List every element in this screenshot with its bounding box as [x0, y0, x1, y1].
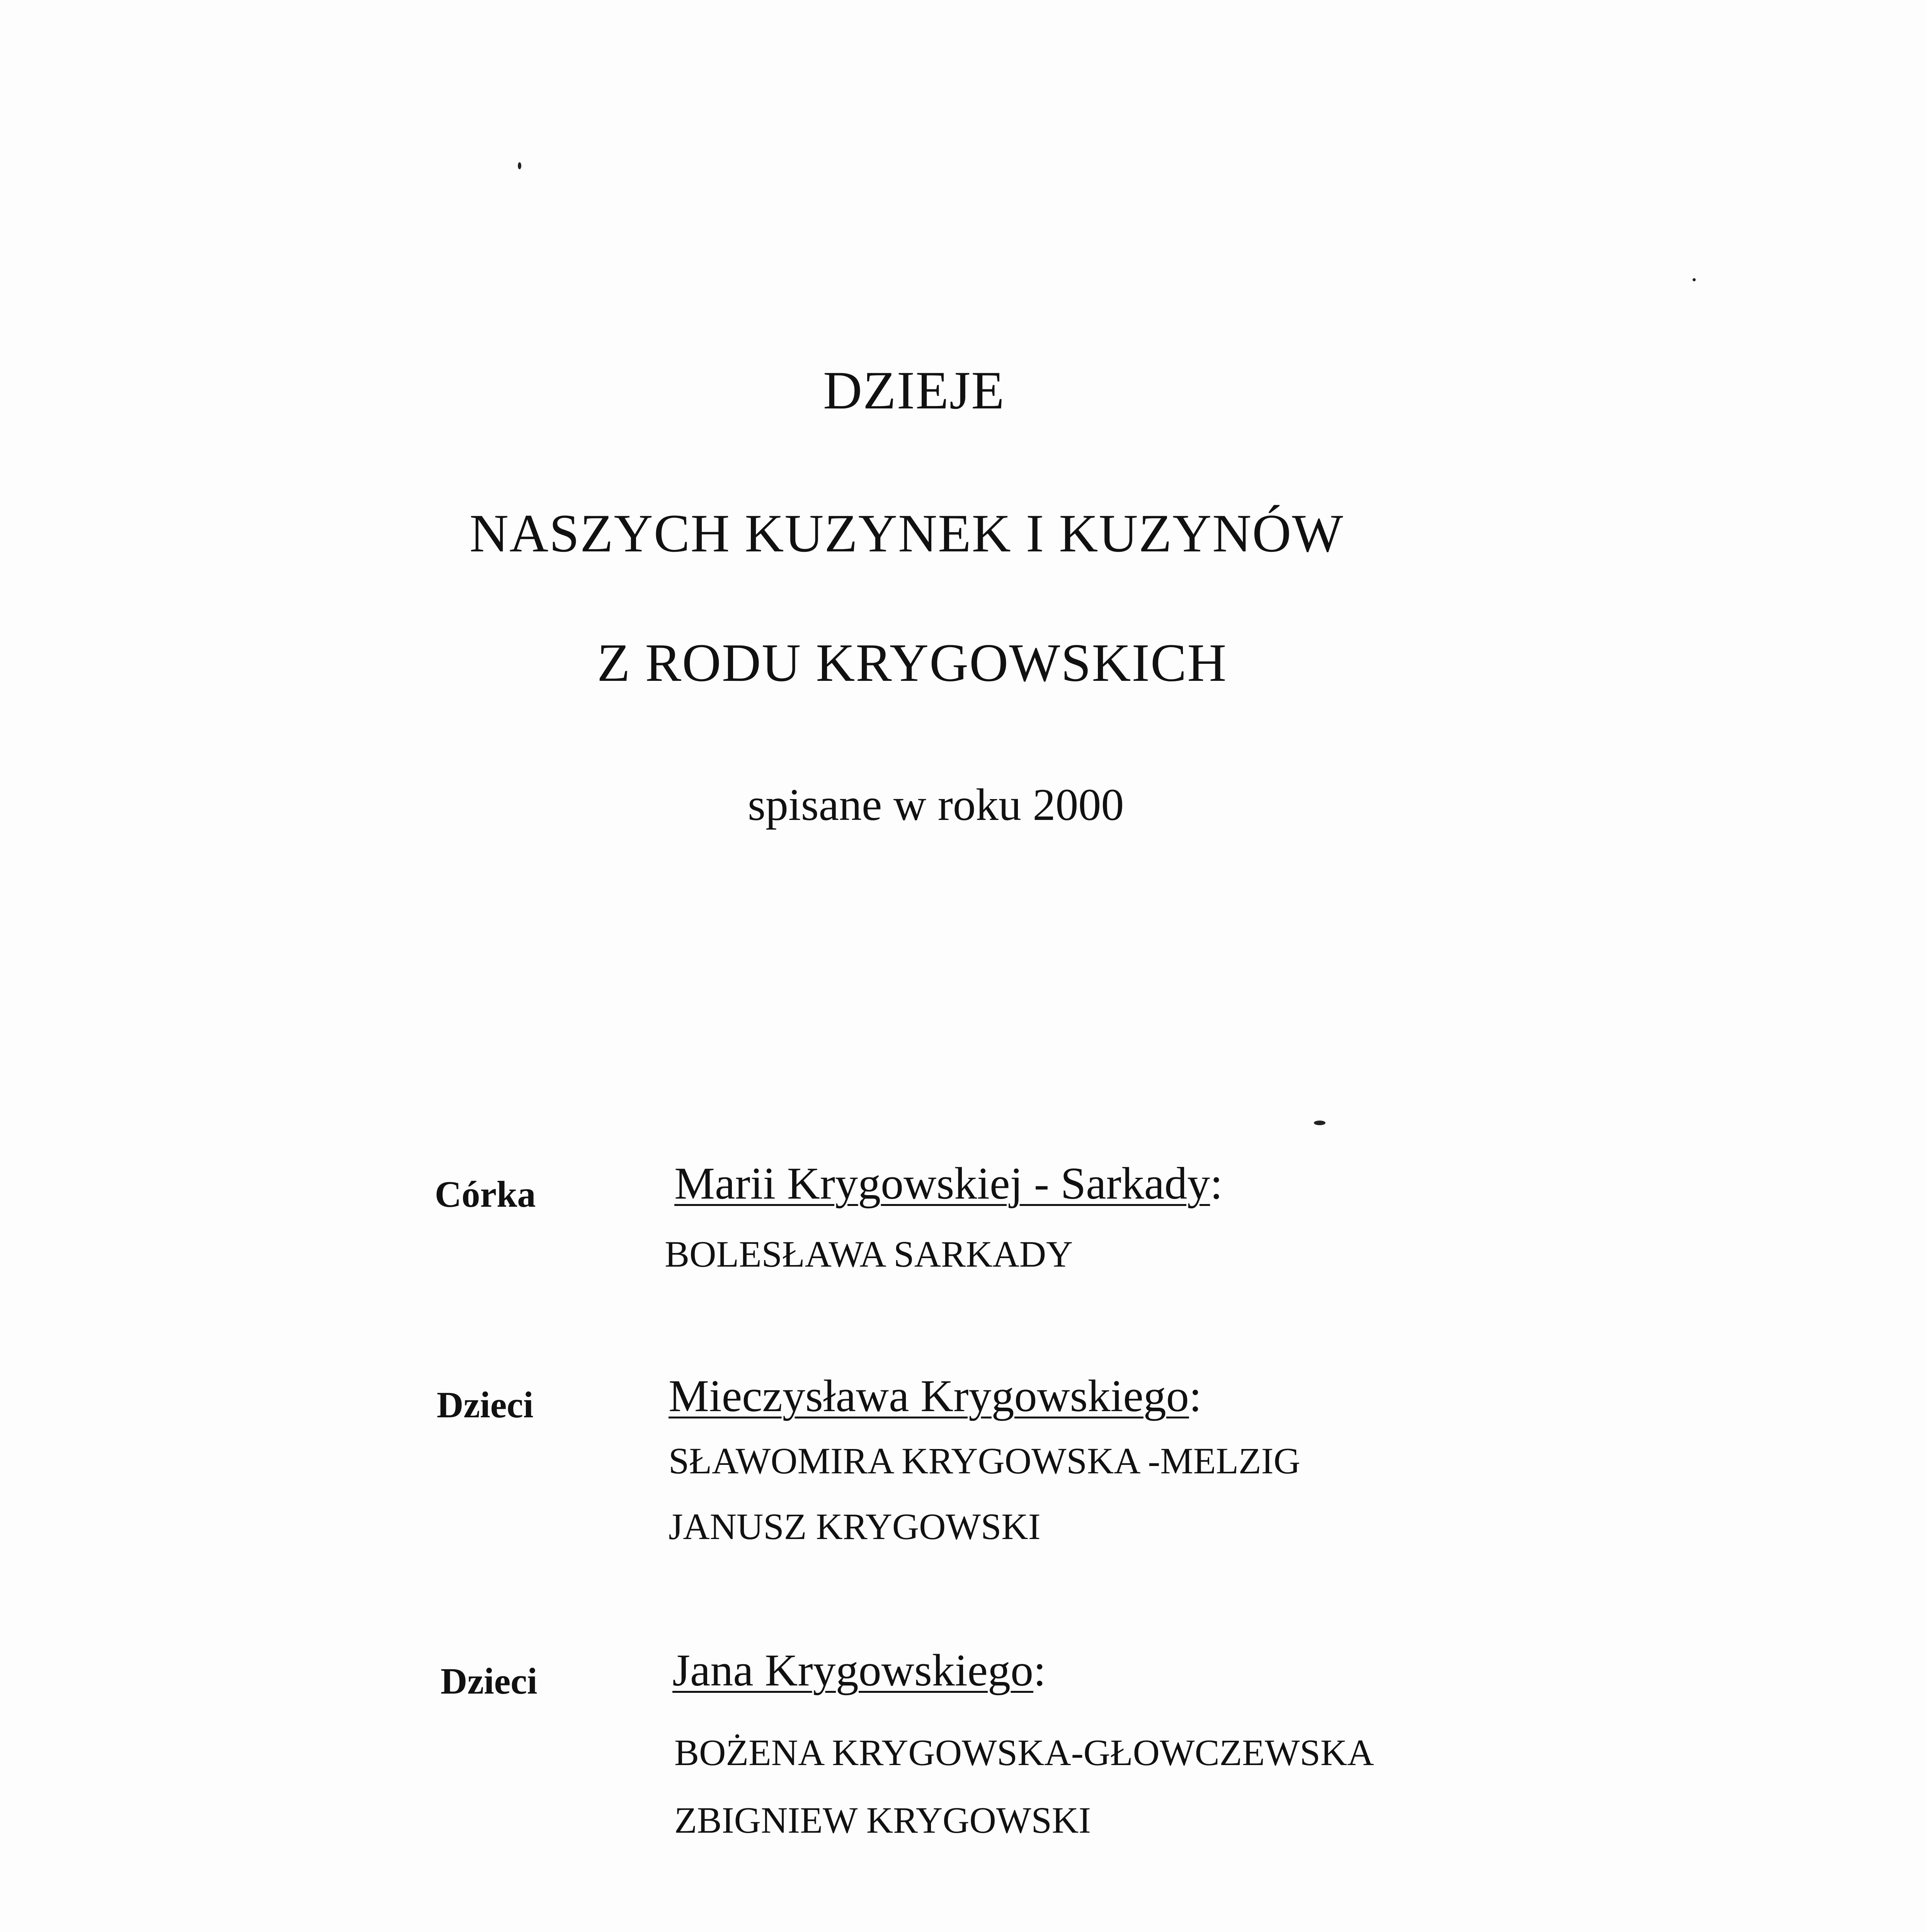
section-parent	[672, 1644, 1046, 1697]
colon: :	[1210, 1158, 1223, 1209]
colon: :	[1189, 1371, 1202, 1421]
parent-name: Mieczysława Krygowskiego	[669, 1371, 1189, 1421]
scan-speck	[1693, 278, 1696, 281]
child-name: SŁAWOMIRA KRYGOWSKA -MELZIG	[669, 1440, 1300, 1481]
section-role: Dzieci	[441, 1660, 538, 1702]
child-name: BOLESŁAWA SARKADY	[665, 1233, 1073, 1275]
title-line-1: DZIEJE	[823, 361, 1005, 420]
section-parent	[674, 1157, 1223, 1210]
scan-speck	[518, 162, 521, 169]
section-role: Córka	[435, 1173, 536, 1215]
scan-speck	[1314, 1121, 1325, 1125]
child-name: BOŻENA KRYGOWSKA-GŁOWCZEWSKA	[674, 1732, 1374, 1773]
section-role: Dzieci	[437, 1384, 534, 1425]
section-parent	[669, 1370, 1202, 1422]
child-name: ZBIGNIEW KRYGOWSKI	[674, 1799, 1091, 1841]
parent-name: Jana Krygowskiego	[672, 1645, 1033, 1696]
child-name: JANUSZ KRYGOWSKI	[669, 1506, 1041, 1547]
colon: :	[1033, 1645, 1046, 1696]
title-line-3: Z RODU KRYGOWSKICH	[597, 633, 1227, 693]
subtitle: spisane w roku 2000	[748, 779, 1124, 830]
title-line-2: NASZYCH KUZYNEK I KUZYNÓW	[470, 503, 1344, 563]
parent-name: Marii Krygowskiej - Sarkady	[674, 1158, 1210, 1209]
